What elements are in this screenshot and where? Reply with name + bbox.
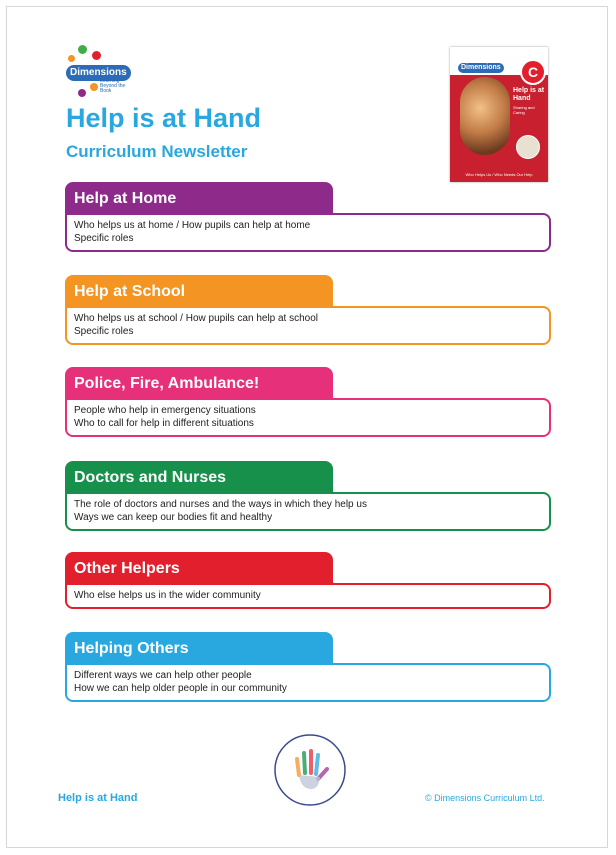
section-box bbox=[65, 306, 551, 345]
section-box bbox=[65, 398, 551, 437]
section-help-at-home bbox=[65, 182, 551, 252]
section-police-fire-ambulance bbox=[65, 367, 551, 437]
section-box bbox=[65, 663, 551, 702]
section-line: Who helps us at school / How pupils can help at school bbox=[74, 313, 319, 324]
cover-logo: Dimensions bbox=[458, 63, 504, 73]
section-header: Other Helpers bbox=[65, 552, 333, 585]
section-line: Ways we can keep our bodies fit and healthy bbox=[74, 512, 273, 523]
section-header: Helping Others bbox=[65, 632, 333, 665]
cover-hands-photo bbox=[460, 77, 510, 155]
page-subtitle: Curriculum Newsletter bbox=[66, 142, 248, 161]
section-line: The role of doctors and nurses and the ways in which they help us bbox=[74, 499, 367, 510]
cover-title: Help is at Hand bbox=[513, 87, 545, 102]
cover-subtitle: Sharing and Caring bbox=[513, 105, 535, 115]
section-box bbox=[65, 213, 551, 252]
section-header: Help at School bbox=[65, 275, 333, 308]
footer-title: Help is at Hand bbox=[58, 792, 138, 804]
section-line: Different ways we can help other people bbox=[74, 670, 252, 681]
section-header: Help at Home bbox=[65, 182, 333, 215]
section-line: People who help in emergency situations bbox=[74, 405, 256, 416]
hand-emblem-icon bbox=[273, 733, 347, 807]
cover-thumbnail bbox=[450, 47, 548, 182]
logo-wordmark: Dimensions bbox=[66, 65, 131, 81]
section-line: Who to call for help in different situations bbox=[74, 418, 254, 429]
cover-badge: C bbox=[520, 59, 546, 85]
section-box bbox=[65, 492, 551, 531]
section-header: Doctors and Nurses bbox=[65, 461, 333, 494]
section-box bbox=[65, 583, 551, 609]
section-header: Police, Fire, Ambulance! bbox=[65, 367, 333, 400]
cover-bottom-text: Who Helps Us / Who Needs Our Help bbox=[465, 172, 533, 177]
section-line: Specific roles bbox=[74, 326, 134, 337]
section-doctors-and-nurses bbox=[65, 461, 551, 531]
section-help-at-school bbox=[65, 275, 551, 345]
section-other-helpers bbox=[65, 552, 551, 609]
dimensions-logo bbox=[64, 45, 144, 105]
footer-copyright: © Dimensions Curriculum Ltd. bbox=[425, 793, 545, 803]
section-line: Who helps us at home / How pupils can help at home bbox=[74, 220, 311, 231]
section-line: Who else helps us in the wider community bbox=[74, 590, 261, 601]
page-title: Help is at Hand bbox=[66, 103, 262, 133]
logo-tagline: Learning Beyond the Book bbox=[100, 78, 126, 94]
section-helping-others bbox=[65, 632, 551, 702]
cover-character-icon bbox=[516, 135, 540, 159]
section-line: How we can help older people in our community bbox=[74, 683, 287, 694]
section-line: Specific roles bbox=[74, 233, 134, 244]
